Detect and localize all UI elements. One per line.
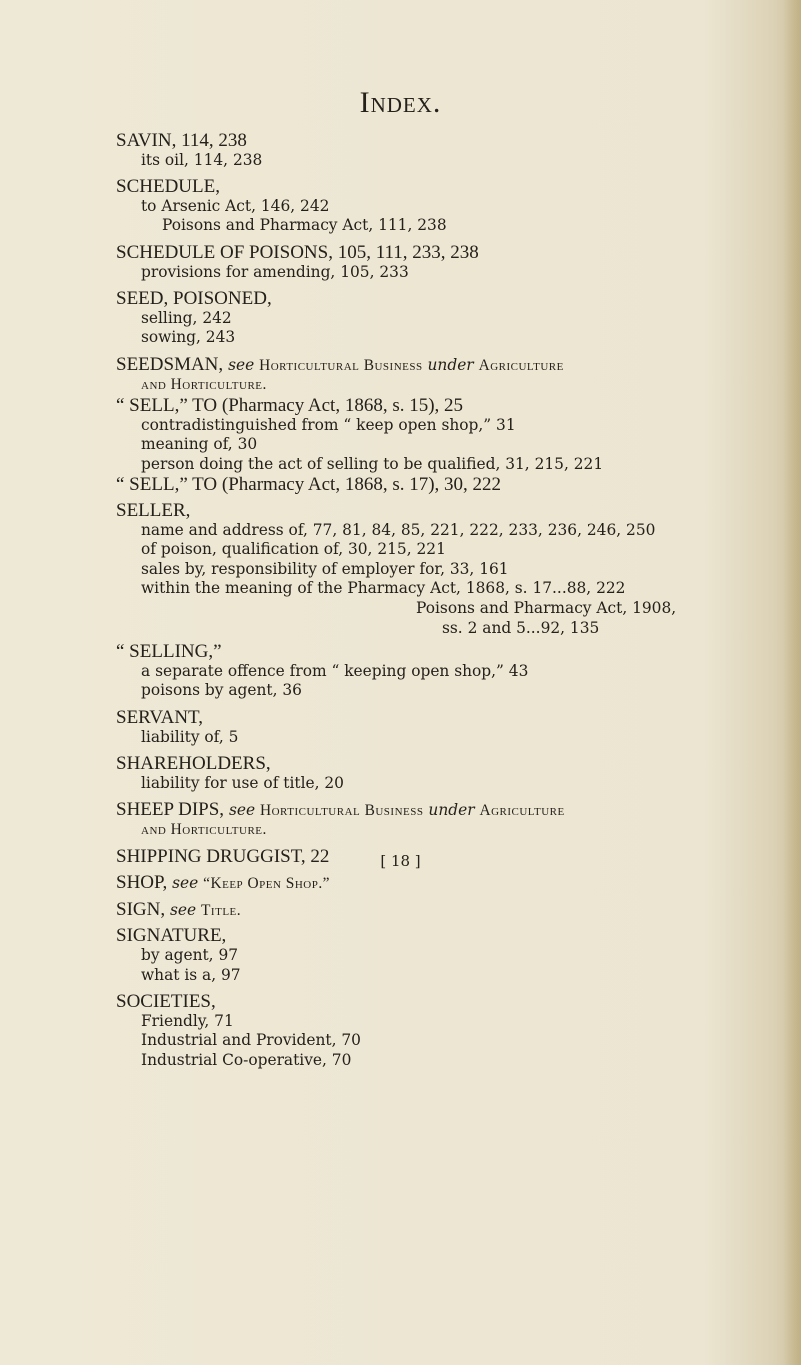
entry-heading: SHOP, <box>116 872 168 894</box>
see-word: see <box>170 900 197 919</box>
entry-sub: Poisons and Pharmacy Act, 111, 238 <box>162 216 447 235</box>
entry-head-seed-poisoned: SEED, POISONED, <box>116 288 272 310</box>
entry-head-sign <box>116 900 776 920</box>
entry-sub: liability for use of title, 20 <box>141 773 344 792</box>
entry-head-seller: SELLER, <box>116 500 191 522</box>
see-word: see <box>228 355 255 374</box>
entry-head-signature: SIGNATURE, <box>116 925 227 947</box>
index-body <box>116 131 776 1071</box>
entry-sub: what is a, 97 <box>141 965 241 984</box>
entry-sub: meaning of, 30 <box>141 435 258 454</box>
cross-reference-continued: and Horticulture. <box>141 375 267 393</box>
entry-heading: SHEEP DIPS, <box>116 799 225 821</box>
entry-sub: within the meaning of the Pharmacy Act, 1868, s. 17...88, 222 <box>141 579 626 598</box>
entry-sub: Industrial Co-operative, 70 <box>141 1050 352 1069</box>
entry-head-sheep-dips <box>116 800 776 820</box>
entry-head-savin: SAVIN, 114, 238 <box>116 130 247 151</box>
entry-sub: its oil, 114, 238 <box>141 150 263 169</box>
entry-sub: a separate offence from “ keeping open shop,” 43 <box>141 661 529 680</box>
entry-head-schedule-of-poisons: SCHEDULE OF POISONS, 105, 111, 233, 238 <box>116 241 479 263</box>
entry-sub: poisons by agent, 36 <box>141 681 302 700</box>
entry-sub: person doing the act of selling to be qualified, 31, 215, 221 <box>141 454 604 473</box>
under-word: under <box>428 801 475 820</box>
cross-reference: Horticultural Business <box>259 802 424 820</box>
entry-head-shareholders: SHAREHOLDERS, <box>116 753 271 775</box>
entry-sub: contradistinguished from “ keep open shop,” 31 <box>141 415 516 434</box>
cross-reference: Horticultural Business <box>259 356 423 374</box>
entry-sub: of poison, qualification of, 30, 215, 221 <box>141 540 446 559</box>
entry-sub: provisions for amending, 105, 233 <box>141 262 409 281</box>
entry-head-seedsman <box>116 355 776 375</box>
entry-head-shipping-druggist: SHIPPING DRUGGIST, 22 <box>116 845 330 867</box>
entry-sub: liability of, 5 <box>141 727 239 746</box>
entry-heading: SIGN, <box>116 898 166 920</box>
page-number: [ 18 ] <box>380 852 421 870</box>
cross-reference: Agriculture <box>479 802 565 820</box>
entry-sub: name and address of, 77, 81, 84, 85, 221, 222, 233, 236, 246, 250 <box>141 520 656 539</box>
entry-head-servant: SERVANT, <box>116 707 203 729</box>
cross-reference: “Keep Open Shop.” <box>203 875 331 893</box>
under-word: under <box>427 355 474 374</box>
entry-sub: sales by, responsibility of employer for, 33, 161 <box>141 559 509 578</box>
entry-sub: Industrial and Provident, 70 <box>141 1031 361 1050</box>
entry-head-shop <box>116 873 776 893</box>
entry-head-societies: SOCIETIES, <box>116 991 216 1013</box>
entry-head-schedule: SCHEDULE, <box>116 176 220 198</box>
entry-sub: selling, 242 <box>141 308 232 327</box>
entry-head-sell-15: “ SELL,” TO (Pharmacy Act, 1868, s. 15), 25 <box>116 395 464 417</box>
cross-reference: Agriculture <box>478 356 564 374</box>
cross-reference: Title. <box>201 901 242 919</box>
see-word: see <box>228 801 256 820</box>
entry-sub: Friendly, 71 <box>141 1011 234 1030</box>
entry-sub: to Arsenic Act, 146, 242 <box>141 196 330 215</box>
entry-sub: sowing, 243 <box>141 328 236 347</box>
see-word: see <box>172 874 199 893</box>
page-title: Index. <box>359 86 442 119</box>
cross-reference-continued: and Horticulture. <box>141 821 267 838</box>
entry-sub: ss. 2 and 5...92, 135 <box>442 618 600 637</box>
entry-heading: SEEDSMAN, <box>116 353 224 375</box>
entry-sub: Poisons and Pharmacy Act, 1908, <box>416 599 677 618</box>
page-edge-shadow <box>783 0 801 1365</box>
entry-head-sell-17: “ SELL,” TO (Pharmacy Act, 1868, s. 17), 30, 222 <box>116 473 502 495</box>
entry-sub: by agent, 97 <box>141 945 239 964</box>
entry-head-selling: “ SELLING,” <box>116 641 222 663</box>
